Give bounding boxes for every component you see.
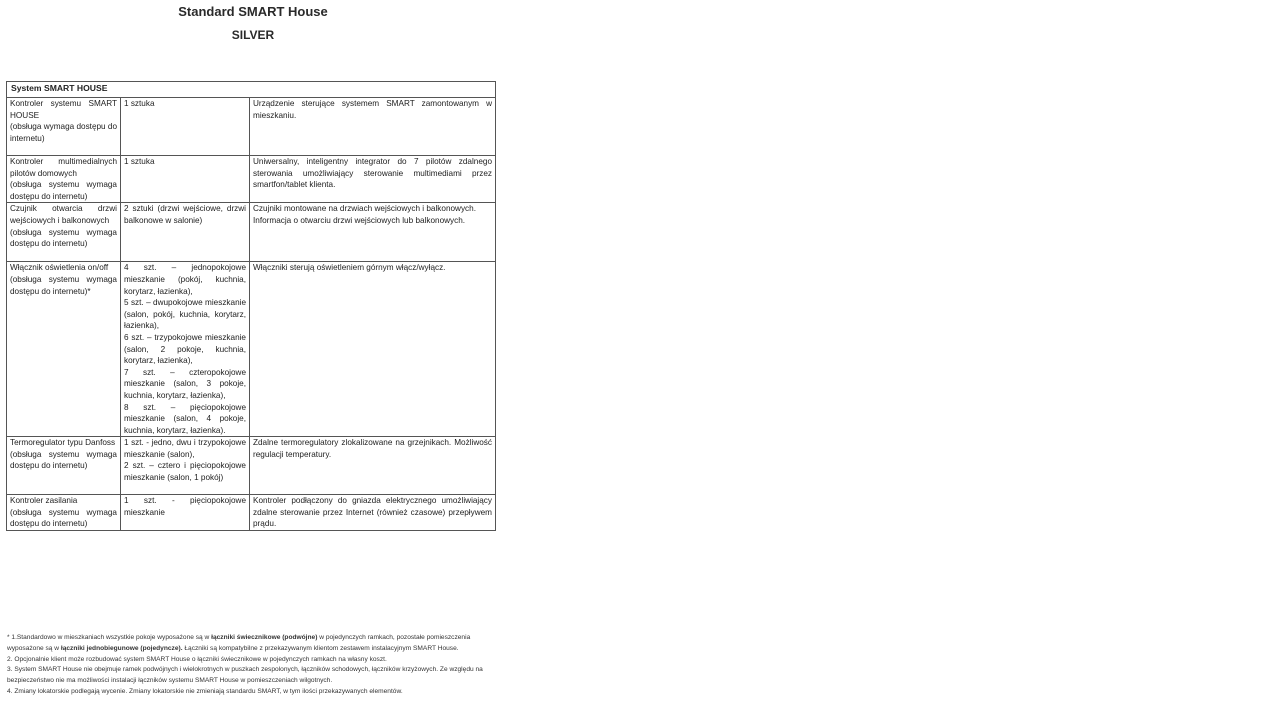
row-description: Czujniki montowane na drzwiach wejściowych i balkonowych. Informacja o otwarciu drzwi wejściowych lub balkonowych. (253, 204, 476, 225)
row-quantity: 1 szt. - pięciopokojowe mieszkanie (124, 496, 246, 517)
row-quantity-cell (121, 262, 250, 437)
row-name-cell (7, 437, 121, 495)
footnote-3: 3. System SMART House nie obejmuje ramek podwójnych i wielokrotnych w puszkach zespolonych, łączników schodowych, łączników krzyżowych. Ze względu na bezpieczeństwo nie ma możliwości instalacji łączników systemu SMART House w pomieszczeniach wilgotnych. (7, 666, 483, 685)
row-quantity-cell (121, 495, 250, 531)
row-description: Kontroler podłączony do gniazda elektrycznego umożliwiający zdalne sterowanie przez Internet (również czasowe) przepływem prądu. (253, 496, 492, 529)
row-quantity-cell (121, 98, 250, 156)
row-name: Kontroler zasilania (obsługa systemu wymaga dostępu do internetu) (10, 496, 117, 529)
row-name: Termoregulator typu Danfoss (obsługa systemu wymaga dostępu do internetu) (10, 438, 117, 471)
row-description-cell (250, 156, 496, 203)
row-description: Urządzenie sterujące systemem SMART zamontowanym w mieszkaniu. (253, 99, 492, 120)
row-description-cell (250, 98, 496, 156)
footnote-1-bold: łączniki świecznikowe (podwójne) (211, 634, 318, 641)
row-quantity-cell (121, 156, 250, 203)
row-name-cell (7, 203, 121, 262)
row-quantity: 2 sztuki (drzwi wejściowe, drzwi balkonowe w salonie) (124, 204, 246, 225)
row-description: Włączniki sterują oświetleniem górnym włącz/wyłącz. (253, 263, 446, 273)
row-description-cell (250, 437, 496, 495)
row-description: Uniwersalny, inteligentny integrator do 7 pilotów zdalnego sterowania umożliwiający sterowanie multimediami przez smartfon/tablet klienta. (253, 157, 492, 190)
row-quantity: 1 sztuka (124, 99, 155, 108)
footnote-1-bold: łączniki jednobiegunowe (pojedyncze). (60, 644, 183, 652)
table-row (7, 203, 496, 262)
row-quantity: 1 szt. - jedno, dwu i trzypokojowe mieszkanie (salon), 2 szt. – cztero i pięciopokojowe mieszkanie (salon, 1 pokój) (124, 438, 246, 483)
table-row (7, 262, 496, 437)
row-description-cell (250, 203, 496, 262)
row-quantity-cell (121, 203, 250, 262)
row-quantity: 4 szt. – jednopokojowe mieszkanie (pokój, kuchnia, korytarz, łazienka), 5 szt. – dwupokojowe mieszkanie (salon, pokój, kuchnia, korytarz, łazienka), 6 szt. – trzypokojowe mieszkanie (salon, 2 pokoje, kuchnia, korytarz, łazienka), 7 szt. – czteropokojowe mieszkanie (salon, 3 pokoje, kuchnia, korytarz, łazienka), 8 szt. – pięciopokojowe mieszkanie (salon, 4 pokoje, kuchnia, korytarz, łazienka). (124, 263, 246, 435)
footnotes (7, 633, 493, 698)
table-row (7, 437, 496, 495)
row-name: Kontroler systemu SMART HOUSE (obsługa wymaga dostępu do internetu) (10, 99, 117, 143)
row-description: Zdalne termoregulatory zlokalizowane na grzejnikach. Możliwość regulacji temperatury. (253, 438, 492, 459)
row-name: Kontroler multimedialnych pilotów domowych (obsługa systemu wymaga dostępu do internetu) (10, 157, 117, 201)
row-name-cell (7, 98, 121, 156)
footnote-1-text: w pojedynczych ramkach, pozostałe pomieszczenia wyposażone są w (7, 634, 471, 652)
row-quantity: 1 sztuka (124, 157, 155, 166)
smart-house-spec-table (6, 81, 496, 531)
row-name: Włącznik oświetlenia on/off (obsługa systemu wymaga dostępu do internetu)* (10, 263, 117, 296)
row-description-cell (250, 495, 496, 531)
document-title: Standard SMART House (178, 4, 328, 19)
table-header-row (7, 82, 496, 98)
table-row (7, 156, 496, 203)
footnote-1-text: Łączniki są kompatybilne z przekazywanym klientom zestawem instalacyjnym SMART House. (182, 644, 459, 652)
row-name-cell (7, 156, 121, 203)
table-row (7, 495, 496, 531)
row-quantity-cell (121, 437, 250, 495)
table-row (7, 98, 496, 156)
footnote-2: 2. Opcjonalnie klient może rozbudować system SMART House o łączniki świecznikowe w pojedynczych ramkach na własny koszt. (7, 655, 387, 663)
row-name: Czujnik otwarcia drzwi wejściowych i balkonowych (obsługa systemu wymaga dostępu do internetu) (10, 204, 117, 249)
footnote-1-text: * 1.Standardowo w mieszkaniach wszystkie pokoje wyposażone są w (7, 634, 212, 641)
row-name-cell (7, 495, 121, 531)
row-description-cell (250, 262, 496, 437)
footnote-4: 4. Zmiany lokatorskie podlegają wycenie. Zmiany lokatorskie nie zmieniają standardu SMART, w tym ilości przekazywanych elementów. (7, 687, 403, 695)
row-name-cell (7, 262, 121, 437)
table-header: System SMART HOUSE (7, 82, 496, 98)
footnote-1 (7, 633, 493, 655)
document-subtitle: SILVER (231, 28, 275, 42)
